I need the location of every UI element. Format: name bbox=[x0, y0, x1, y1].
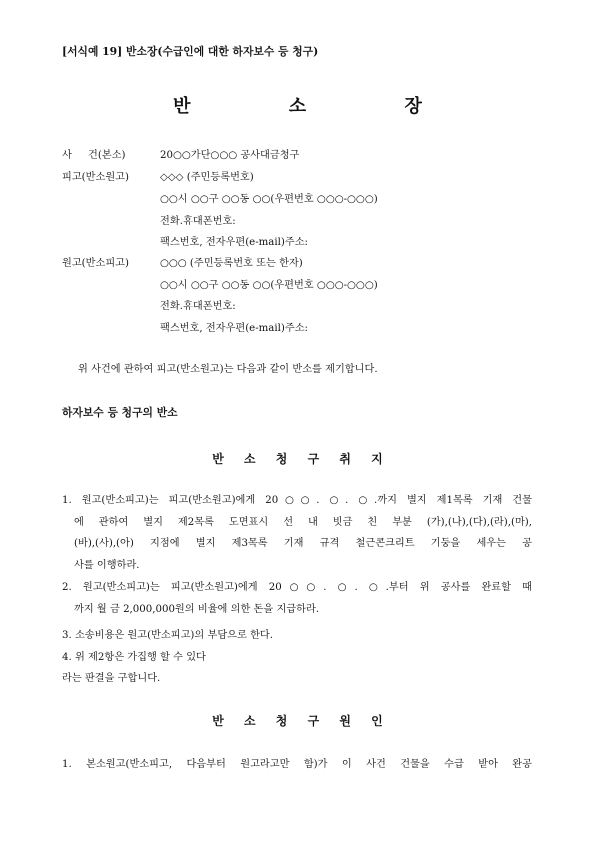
section-title: 하자보수 등 청구의 반소 bbox=[62, 406, 178, 419]
purpose-item-2 bbox=[62, 577, 532, 620]
defendant-phone: 전화․휴대폰번호: bbox=[160, 216, 236, 227]
defendant-label: 피고(반소원고) bbox=[62, 172, 129, 183]
purpose-item-1 bbox=[62, 490, 532, 576]
purpose-item-1-line-3: (바),(사),(아) 지점에 별지 제3목록 기재 규격 철근콘크리트 기둥을 세우는 공 bbox=[74, 538, 532, 549]
plaintiff-fax: 팩스번호, 전자우편(e-mail)주소: bbox=[160, 323, 308, 334]
document-title: 반 소 장 bbox=[173, 96, 468, 117]
cause-item-1-line-1: 1. 본소원고(반소피고, 다음부터 원고라고만 함)가 이 사건 건물을 수급 받아 완공 bbox=[62, 759, 532, 770]
cause-item-1 bbox=[62, 754, 532, 776]
case-label: 사 건(본소) bbox=[62, 150, 126, 161]
form-label: [서식예 19] 반소장(수급인에 대한 하자보수 등 청구) bbox=[62, 45, 319, 58]
plaintiff-phone: 전화․휴대폰번호: bbox=[160, 301, 236, 312]
case-value: 20○○가단○○○ 공사대금청구 bbox=[160, 150, 300, 161]
purpose-item-3: 3. 소송비용은 원고(반소피고)의 부담으로 한다. bbox=[62, 630, 273, 641]
purpose-item-2-line-2: 까지 월 금 2,000,000원의 비율에 의한 돈을 지급하라. bbox=[74, 603, 320, 615]
defendant-name: ◇◇◇ (주민등록번호) bbox=[160, 172, 254, 183]
purpose-item-1-line-2: 에 관하여 별지 제2목록 도면표시 선 내 빗금 친 부분 (가),(나),(다),(라),(마), bbox=[74, 516, 532, 528]
cause-title: 반 소 청 구 원 인 bbox=[212, 714, 391, 728]
purpose-item-2-line-1: 2. 원고(반소피고)는 피고(반소원고)에게 20○○. ○. ○.부터 위 공사를 완료할 때 bbox=[62, 582, 532, 593]
plaintiff-name: ○○○ (주민등록번호 또는 한자) bbox=[160, 258, 303, 269]
purpose-item-4: 4. 위 제2항은 가집행 할 수 있다 bbox=[62, 652, 206, 663]
purpose-item-1-line-1: 1. 원고(반소피고)는 피고(반소원고)에게 20○○. ○. ○.까지 별지 제1목록 기재 건물 bbox=[62, 495, 532, 506]
plaintiff-label: 원고(반소피고) bbox=[62, 258, 129, 269]
purpose-item-1-line-4: 사를 이행하라. bbox=[74, 559, 140, 571]
statement: 위 사건에 관하여 피고(반소원고)는 다음과 같이 반소를 제기합니다. bbox=[78, 364, 378, 375]
plaintiff-address: ○○시 ○○구 ○○동 ○○(우편번호 ○○○-○○○) bbox=[160, 280, 378, 291]
purpose-closing: 라는 판결을 구합니다. bbox=[62, 673, 161, 684]
defendant-address: ○○시 ○○구 ○○동 ○○(우편번호 ○○○-○○○) bbox=[160, 194, 378, 205]
purpose-title: 반 소 청 구 취 지 bbox=[212, 452, 391, 466]
defendant-fax: 팩스번호, 전자우편(e-mail)주소: bbox=[160, 237, 308, 248]
